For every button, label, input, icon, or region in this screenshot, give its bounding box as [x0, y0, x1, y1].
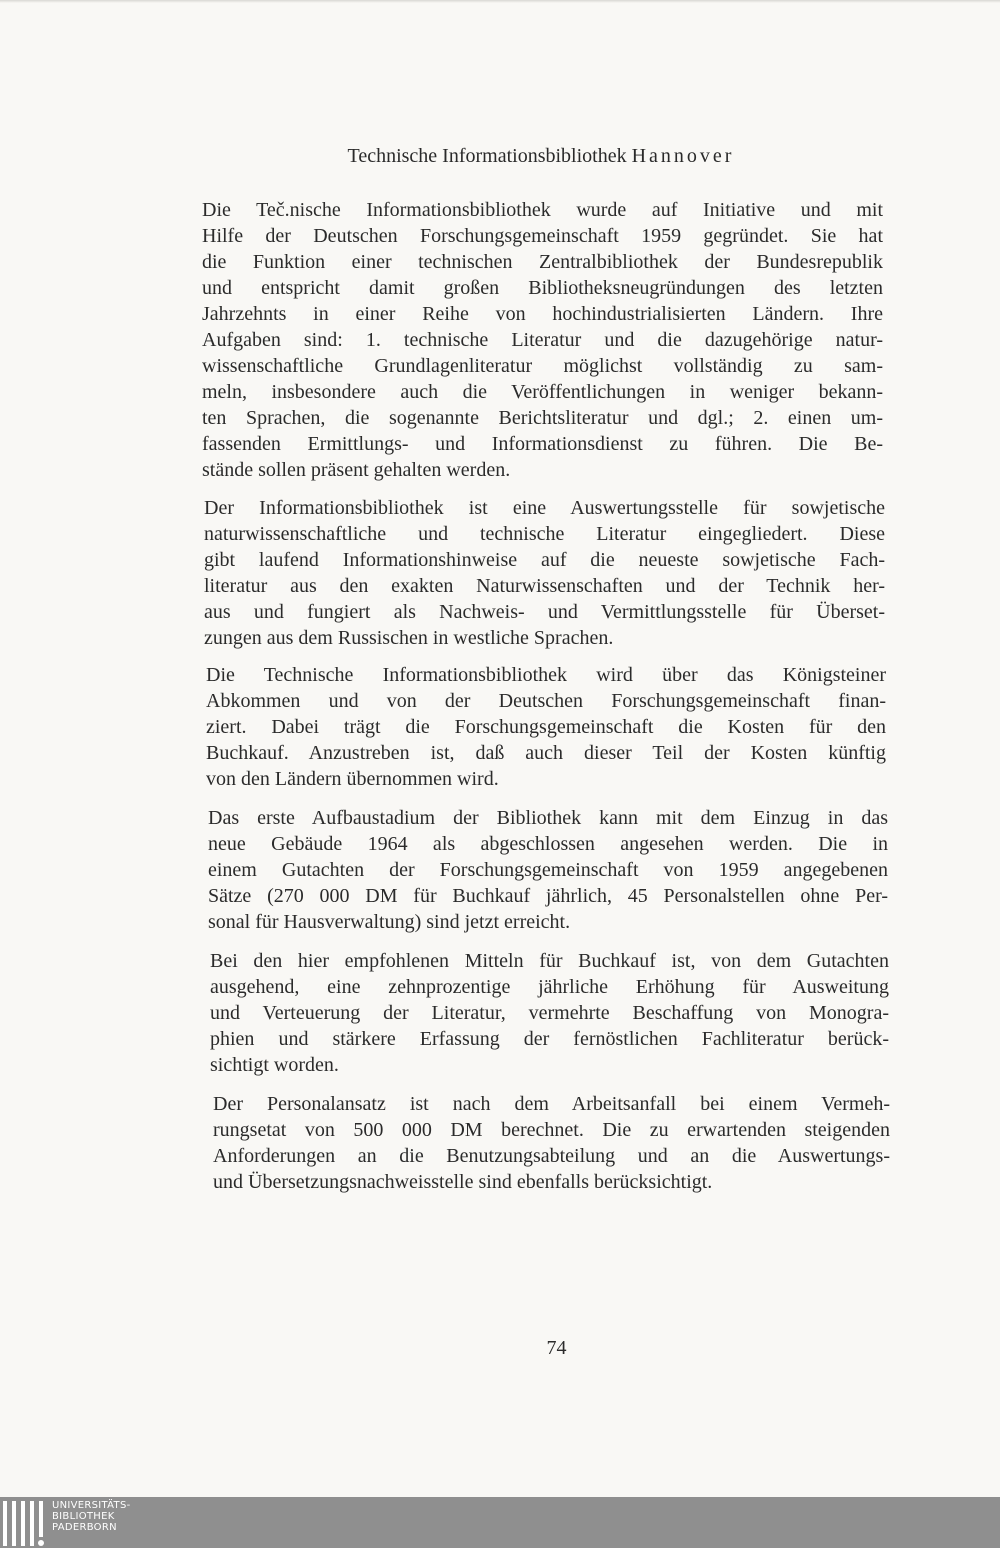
- text-line: naturwissenschaftliche und technische Literatur eingegliedert. Diese: [204, 523, 885, 545]
- library-footer-bar: [0, 1497, 1000, 1548]
- page-heading: [0, 145, 1000, 168]
- text-line: Aufgaben sind: 1. technische Literatur und die dazugehörige natur-: [202, 329, 883, 351]
- paragraph-6: [213, 1091, 890, 1195]
- text-line: Anforderungen an die Benutzungsabteilung und an die Auswertungs-: [213, 1145, 890, 1167]
- heading-title: Technische Informationsbibliothek: [347, 145, 627, 167]
- text-line: stände sollen präsent gehalten werden.: [202, 459, 511, 481]
- text-line: sonal für Hausverwaltung) sind jetzt erreicht.: [208, 911, 571, 933]
- text-line: Bei den hier empfohlenen Mitteln für Buchkauf ist, von dem Gutachten: [210, 950, 889, 972]
- paragraph-4: [208, 805, 888, 935]
- text-line: und Übersetzungsnachweisstelle sind ebenfalls berücksichtigt.: [213, 1171, 713, 1193]
- logo-line-1: UNIVERSITÄTS-: [52, 1500, 131, 1511]
- text-line: gibt laufend Informationshinweise auf die neueste sowjetische Fach-: [204, 549, 885, 571]
- text-line: Das erste Aufbaustadium der Bibliothek kann mit dem Einzug in das: [208, 807, 888, 829]
- text-line: die Funktion einer technischen Zentralbibliothek der Bundesrepublik: [202, 251, 883, 273]
- logo-line-2: BIBLIOTHEK: [52, 1511, 115, 1522]
- text-line: Der Personalansatz ist nach dem Arbeitsanfall bei einem Vermeh-: [213, 1093, 890, 1115]
- text-line: Die Teč.nische Informationsbibliothek wurde auf Initiative und mit: [202, 199, 883, 221]
- text-line: wissenschaftliche Grundlagenliteratur möglichst vollständig zu sam-: [202, 355, 883, 377]
- text-line: Die Technische Informationsbibliothek wird über das Königsteiner: [206, 664, 886, 686]
- text-line: Buchkauf. Anzustreben ist, daß auch dieser Teil der Kosten künftig: [206, 742, 886, 764]
- text-line: literatur aus den exakten Naturwissenschaften und der Technik her-: [204, 575, 885, 597]
- text-line: phien und stärkere Erfassung der fernöstlichen Fachliteratur berück-: [210, 1028, 889, 1050]
- scan-edge: [0, 0, 1000, 3]
- text-line: von den Ländern übernommen wird.: [206, 768, 499, 790]
- library-logo-icon: [2, 1501, 48, 1546]
- text-line: Der Informationsbibliothek ist eine Auswertungsstelle für sowjetische: [204, 497, 885, 519]
- text-line: neue Gebäude 1964 als abgeschlossen angesehen werden. Die in: [208, 833, 888, 855]
- text-line: ten Sprachen, die sogenannte Berichtsliteratur und dgl.; 2. einen um-: [202, 407, 883, 429]
- logo-line-3: PADERBORN: [52, 1522, 117, 1533]
- library-logo-text: [52, 1500, 131, 1533]
- text-line: Hilfe der Deutschen Forschungsgemeinschaft 1959 gegründet. Sie hat: [202, 225, 883, 247]
- paragraph-1: [202, 197, 883, 483]
- text-line: ziert. Dabei trägt die Forschungsgemeinschaft die Kosten für den: [206, 716, 886, 738]
- text-line: einem Gutachten der Forschungsgemeinschaft von 1959 angegebenen: [208, 859, 888, 881]
- text-line: Sätze (270 000 DM für Buchkauf jährlich, 45 Personalstellen ohne Per-: [208, 885, 888, 907]
- paragraph-2: [204, 495, 885, 651]
- paragraph-3: [206, 662, 886, 792]
- text-line: fassenden Ermittlungs- und Informationsdienst zu führen. Die Be-: [202, 433, 883, 455]
- text-line: zungen aus dem Russischen in westliche Sprachen.: [204, 627, 614, 649]
- text-line: aus und fungiert als Nachweis- und Vermittlungsstelle für Überset-: [204, 601, 885, 623]
- text-line: Abkommen und von der Deutschen Forschungsgemeinschaft finan-: [206, 690, 886, 712]
- heading-city: Hannover: [631, 145, 735, 167]
- text-line: und Verteuerung der Literatur, vermehrte Beschaffung von Monogra-: [210, 1002, 889, 1024]
- text-line: meln, insbesondere auch die Veröffentlichungen in weniger bekann-: [202, 381, 883, 403]
- text-line: und entspricht damit großen Bibliotheksneugründungen des letzten: [202, 277, 883, 299]
- text-line: Jahrzehnts in einer Reihe von hochindustrialisierten Ländern. Ihre: [202, 303, 883, 325]
- text-line: sichtigt worden.: [210, 1054, 339, 1076]
- page-number: 74: [546, 1337, 567, 1359]
- paragraph-5: [210, 948, 889, 1078]
- text-line: rungsetat von 500 000 DM berechnet. Die zu erwartenden steigenden: [213, 1119, 890, 1141]
- text-line: ausgehend, eine zehnprozentige jährliche Erhöhung für Ausweitung: [210, 976, 889, 998]
